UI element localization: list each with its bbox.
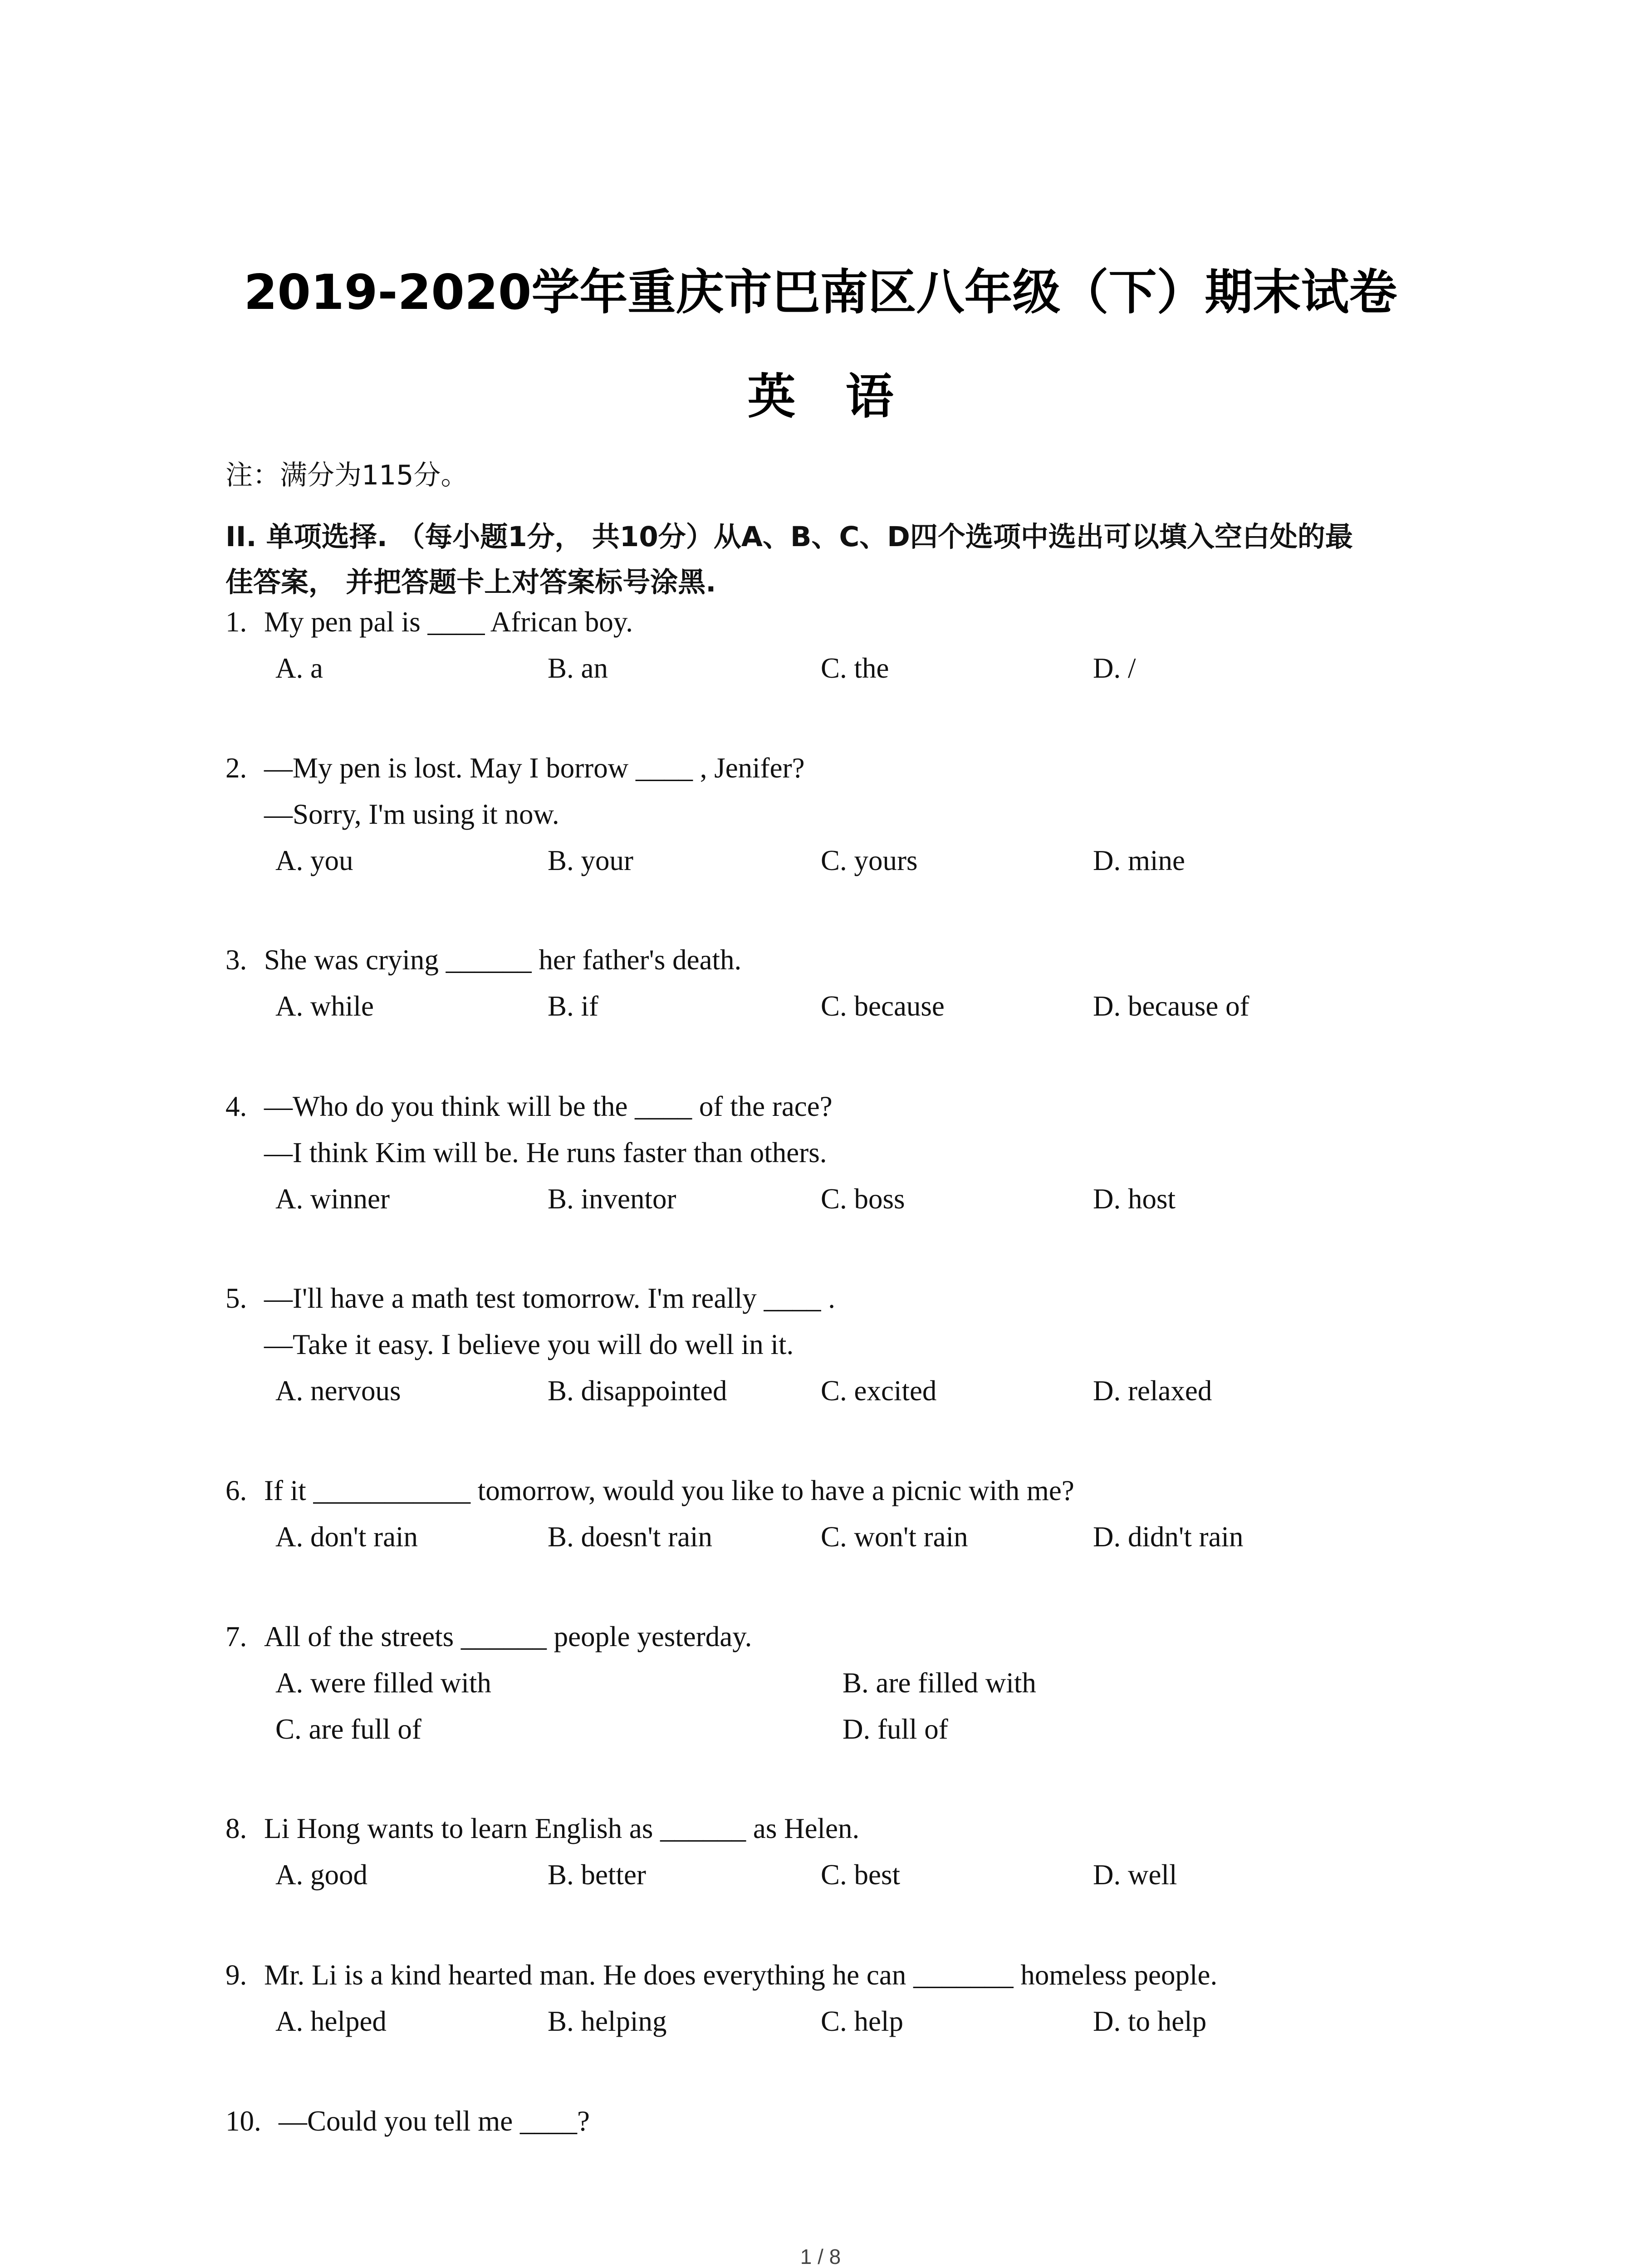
- option-c: C. boss: [821, 1183, 905, 1215]
- option-d: D. mine: [1093, 845, 1185, 876]
- question-6: [225, 1474, 1496, 1567]
- option-d: D. because of: [1093, 990, 1249, 1022]
- option-d: D. /: [1093, 652, 1136, 684]
- option-b: B. better: [548, 1859, 646, 1891]
- question-8: [225, 1812, 1496, 1905]
- option-c: C. best: [821, 1859, 901, 1891]
- option-d: D. to help: [1093, 2005, 1207, 2037]
- option-d: D. host: [1093, 1183, 1176, 1215]
- option-b: B. doesn't rain: [548, 1521, 713, 1553]
- option-d: D. didn't rain: [1093, 1521, 1244, 1553]
- option-a: A. while: [275, 990, 374, 1022]
- option-c: C. because: [821, 990, 945, 1022]
- question-number: 10.: [225, 2105, 261, 2137]
- section-instruction-line-2: 佳答案， 并把答题卡上对答案标号涂黑.: [225, 566, 716, 598]
- question-stem: If it ___________ tomorrow, would you like to have a picnic with me?: [264, 1475, 1074, 1506]
- question-number: 8.: [225, 1813, 247, 1844]
- question-stem: —Sorry, I'm using it now.: [264, 798, 559, 830]
- question-10: [225, 2105, 1496, 2151]
- option-d: D. full of: [843, 1713, 948, 1745]
- question-stem: —I'll have a math test tomorrow. I'm really ____ .: [264, 1282, 836, 1314]
- option-a: A. don't rain: [275, 1521, 418, 1553]
- option-b: B. helping: [548, 2005, 667, 2037]
- question-5: [225, 1282, 1496, 1421]
- question-2: [225, 752, 1496, 890]
- question-number: 5.: [225, 1282, 247, 1314]
- option-a: A. winner: [275, 1183, 390, 1215]
- exam-title: 2019-2020学年重庆市巴南区八年级（下）期末试卷: [244, 264, 1397, 320]
- option-c: C. yours: [821, 845, 918, 876]
- option-a: A. were filled with: [275, 1667, 491, 1699]
- option-b: B. are filled with: [843, 1667, 1036, 1699]
- question-stem: Li Hong wants to learn English as ______ as Helen.: [264, 1813, 860, 1844]
- question-number: 3.: [225, 944, 247, 976]
- question-number: 7.: [225, 1621, 247, 1652]
- option-b: B. if: [548, 990, 599, 1022]
- option-c: C. help: [821, 2005, 903, 2037]
- question-stem: Mr. Li is a kind hearted man. He does everything he can _______ homeless people.: [264, 1959, 1218, 1991]
- option-d: D. well: [1093, 1859, 1177, 1891]
- option-b: B. disappointed: [548, 1375, 727, 1407]
- option-a: A. helped: [275, 2005, 387, 2037]
- exam-subject: 英语: [747, 369, 944, 425]
- question-number: 4.: [225, 1090, 247, 1122]
- option-d: D. relaxed: [1093, 1375, 1212, 1407]
- question-7: [225, 1620, 1496, 1759]
- question-stem: All of the streets ______ people yesterday.: [264, 1621, 752, 1652]
- question-3: [225, 943, 1496, 1036]
- question-stem: —Could you tell me ____?: [279, 2105, 590, 2137]
- question-4: [225, 1090, 1496, 1229]
- question-stem: —Who do you think will be the ____ of the race?: [264, 1090, 833, 1122]
- option-a: A. a: [275, 652, 323, 684]
- option-b: B. an: [548, 652, 608, 684]
- question-stem: My pen pal is ____ African boy.: [264, 606, 633, 638]
- question-stem: —My pen is lost. May I borrow ____ , Jenifer?: [264, 752, 805, 784]
- question-stem: —I think Kim will be. He runs faster than others.: [264, 1137, 827, 1168]
- option-c: C. excited: [821, 1375, 937, 1407]
- option-c: C. the: [821, 652, 889, 684]
- option-b: B. your: [548, 845, 633, 876]
- question-stem: She was crying ______ her father's death.: [264, 944, 742, 976]
- question-number: 2.: [225, 752, 247, 784]
- question-number: 1.: [225, 606, 247, 638]
- question-stem: —Take it easy. I believe you will do well in it.: [264, 1329, 794, 1360]
- option-c: C. are full of: [275, 1713, 421, 1745]
- question-number: 6.: [225, 1475, 247, 1506]
- option-c: C. won't rain: [821, 1521, 968, 1553]
- section-instruction-line-1: II. 单项选择. （每小题1分， 共10分）从A、B、C、D四个选项中选出可以填入空白处的最: [225, 521, 1353, 553]
- question-number: 9.: [225, 1959, 247, 1991]
- option-a: A. nervous: [275, 1375, 401, 1407]
- option-a: A. you: [275, 845, 353, 876]
- option-b: B. inventor: [548, 1183, 676, 1215]
- question-1: [225, 606, 1496, 698]
- option-a: A. good: [275, 1859, 367, 1891]
- question-9: [225, 1959, 1496, 2051]
- page-number: 1 / 8: [800, 2245, 841, 2268]
- score-note: 注：满分为115分。: [225, 459, 468, 491]
